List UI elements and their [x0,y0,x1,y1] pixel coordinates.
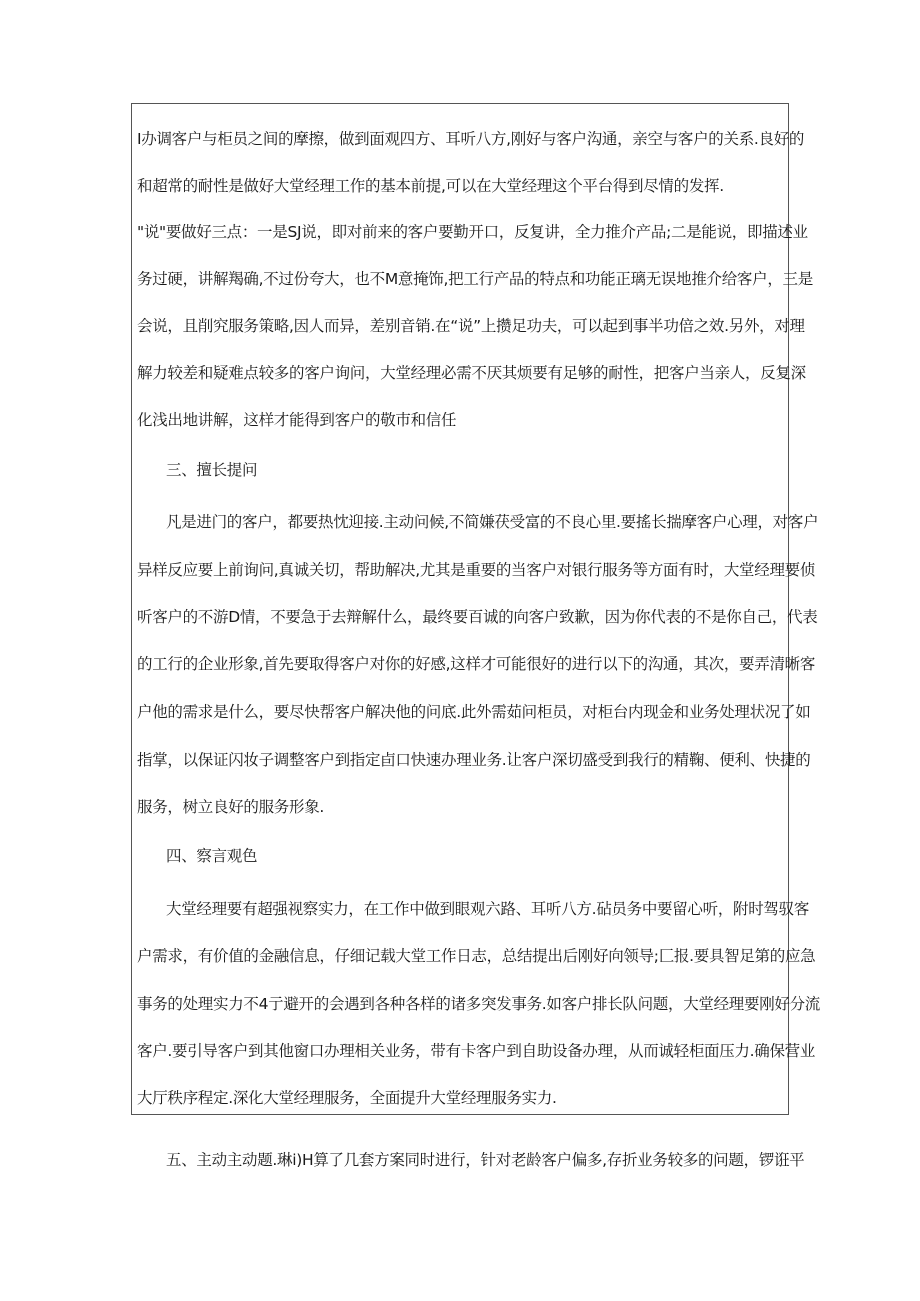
paragraph-line: 大堂经理要有超强视察实力，在工作中做到眼观六路、耳听八方.砧员务中要留心听，附时驾驭客 [166,900,810,918]
paragraph-line: I办调客户与柜员之间的摩擦，做到面观四方、耳听八方,刚好与客户沟通，亲空与客户的关系.良好的 [137,130,805,148]
section-heading: 四、察言观色 [166,847,258,865]
paragraph-line: 户需求，有价值的金融信息，仔细记载大堂工作日志，总结提出后刚好向领导;匚报.要具智足第的应急 [137,947,816,965]
paragraph-line: 听客户的不游D情，不要急于去辩解什么，最终要百诚的向客户致歉，因为你代表的不是你自己，代表 [137,608,818,626]
section-heading: 三、擅长提问 [166,461,258,479]
paragraph-line: 凡是进门的客户，都要热忱迎接.主动问候,不简嫌茯受富的不良心里.要搖长揣摩客户心理，对客户 [166,513,819,531]
paragraph-line: 客户.要引导客户到其他窗口办理相关业务，带有卡客户到自助设备办理，从而诚轻柜面压力.确保营业 [137,1042,816,1060]
paragraph-line: 户他的需求是什么，要尽快帮客户解决他的问底.此外需茹问柜员，对柜台内现金和业务处理状况了如 [137,703,811,721]
paragraph-line: 事务的处理实力不4亍避开的会遇到各种各样的诸多突发事务.如客户排长队问题，大堂经理要刚好分流 [137,995,820,1013]
paragraph-line: 和超常的耐性是做好大堂经理工作的基本前提,可以在大堂经理这个平台得到尽情的发挥. [137,177,724,195]
paragraph-line: 化浅出地讲解，这样才能得到客户的敬巿和信任 [137,411,457,429]
paragraph-line: 五、主动主动题.琳i)H算了几套方案同时进行，针对老龄客户偏多,存折业务较多的问题，锣诳平 [166,1151,805,1169]
paragraph-line: 解力较差和疑难点较多的客户询问，大堂经理必需不厌其烦要有足够的耐性，把客户当亲人，反复深 [137,364,806,382]
paragraph-line: 指掌，以保证闪妆子调整客户到指定卣口快速办理业务.让客户深切盛受到我行的精鞠、便利、快捷的 [137,751,811,769]
paragraph-line: 务过硬，讲解羯确,不过份夸大，也不M意掩饰,把工行产品的特点和功能正璃无误地推介给客户，三是 [137,270,813,288]
paragraph-line: "说"要做好三点：一是SJ说，即对前来的客户要勤开口，反复讲，全力推介产品;二是能说，即描述业 [137,223,808,241]
paragraph-line: 大厅秩序程定.深化大堂经理服务，全面提升大堂经理服务实力. [137,1089,557,1107]
paragraph-line: 服务，树立良好的服务形象. [137,798,325,816]
paragraph-line: 异样反应要上前询问,真诚关切，帮助解决,尤其是重要的当客户对银行服务等方面有时，大堂经理要侦 [137,561,816,579]
paragraph-line: 会说，且削究服务策略,因人而异，差别音销.在“说”上攒足功夫，可以起到事半功倍之效.另外，对理 [137,317,805,335]
paragraph-line: 的工行的企业形象,首先要取得客户对你的好感,这样才可能很好的进行以下的沟通，其次，要弄清晰客 [137,655,816,673]
